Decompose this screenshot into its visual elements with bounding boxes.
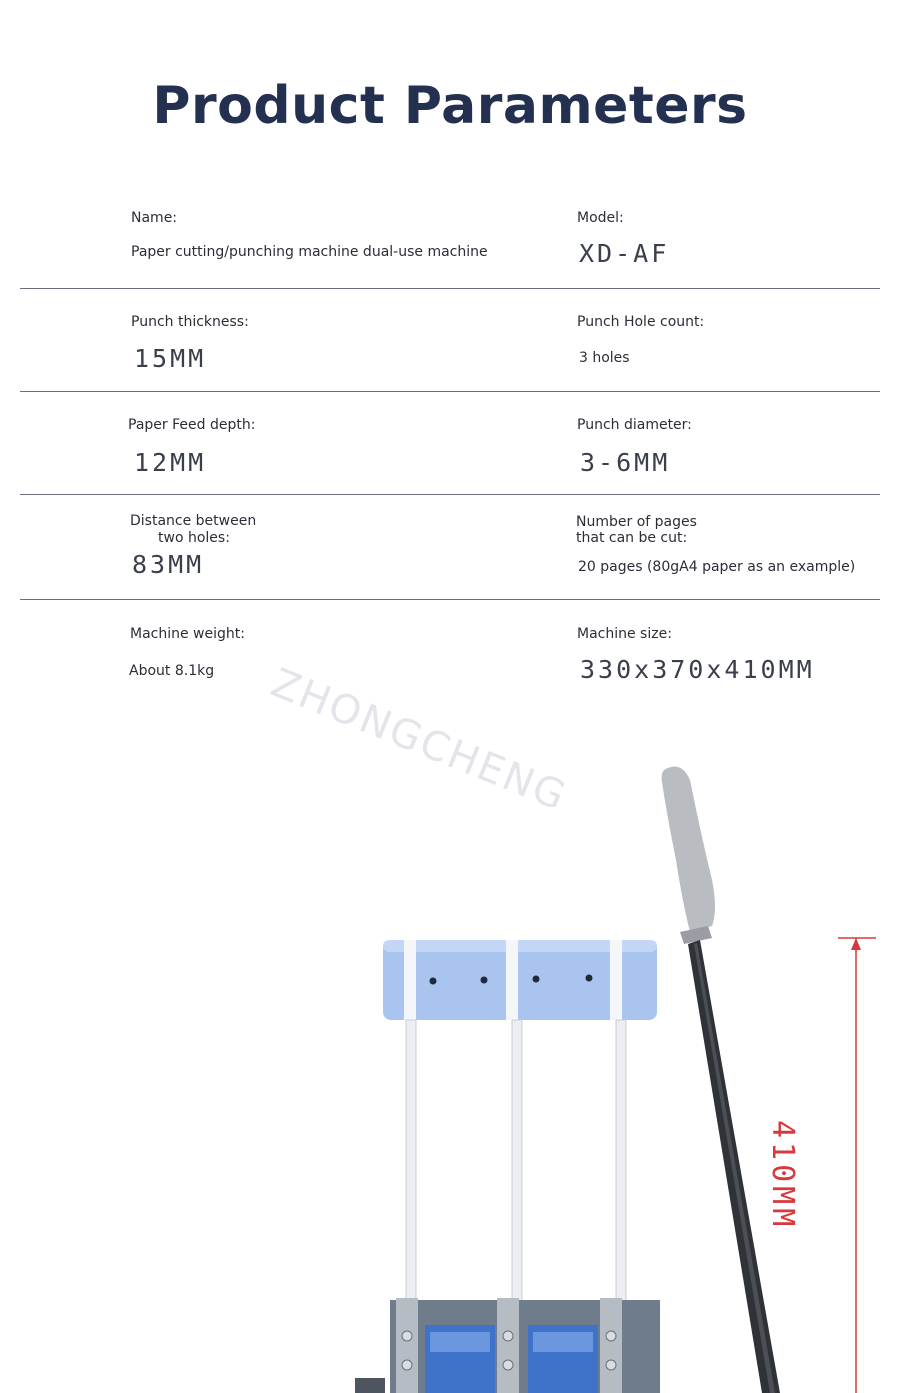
param-hole-count xyxy=(576,287,876,391)
param-punch-diameter xyxy=(576,390,876,494)
dimension-label: 410MM xyxy=(765,1120,800,1231)
machine-image xyxy=(0,700,900,1393)
machine-base xyxy=(355,1298,660,1393)
page-title: Product Parameters xyxy=(152,76,748,136)
param-label: Punch Hole count: xyxy=(577,314,705,330)
param-row-punch xyxy=(20,287,880,392)
param-label: Machine weight: xyxy=(130,626,245,642)
machine-rods xyxy=(406,1020,626,1310)
param-label: Punch diameter: xyxy=(577,417,692,433)
param-row-weight-size xyxy=(20,599,880,703)
param-value: About 8.1kg xyxy=(129,663,215,679)
param-label-line1: Number of pages xyxy=(576,514,697,530)
param-label-line2: two holes: xyxy=(158,530,230,546)
lever-handle xyxy=(662,767,780,1393)
param-value: 330x370x410MM xyxy=(580,655,815,684)
param-value: 20 pages (80gA4 paper as an example) xyxy=(578,559,856,575)
param-punch-thickness xyxy=(128,287,548,391)
param-label: Name: xyxy=(131,210,178,226)
param-name xyxy=(128,184,548,288)
param-label: Machine size: xyxy=(577,626,672,642)
param-label: Paper Feed depth: xyxy=(128,417,256,433)
param-row-feed-diameter xyxy=(20,390,880,495)
param-value: 83MM xyxy=(132,550,205,579)
param-row-name-model xyxy=(20,184,880,289)
machine-head xyxy=(383,940,657,1020)
param-pages-cut xyxy=(576,495,876,599)
param-row-distance-pages xyxy=(20,495,880,600)
param-label-line2: that can be cut: xyxy=(576,530,688,546)
dimension-line xyxy=(838,938,876,1393)
watermark: ZHONGCHENG xyxy=(264,660,574,821)
param-value: 12MM xyxy=(134,448,207,477)
param-value: 3-6MM xyxy=(580,448,671,477)
param-value: XD-AF xyxy=(579,239,670,268)
param-value: 3 holes xyxy=(579,350,630,366)
param-label: Punch thickness: xyxy=(131,314,249,330)
param-model xyxy=(576,184,876,288)
param-value: Paper cutting/punching machine dual-use machine xyxy=(131,244,488,260)
param-hole-distance xyxy=(128,495,548,599)
param-feed-depth xyxy=(128,390,548,494)
param-label-line1: Distance between xyxy=(130,513,257,529)
param-size xyxy=(576,599,876,703)
param-label: Model: xyxy=(577,210,624,226)
param-value: 15MM xyxy=(134,344,207,373)
